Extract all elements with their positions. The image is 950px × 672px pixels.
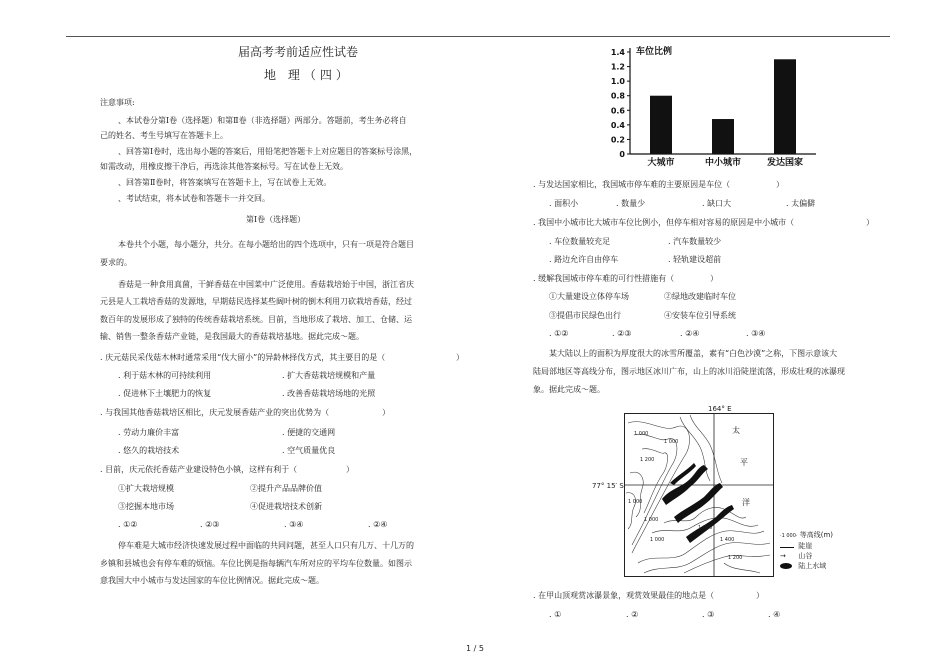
q6-paren: ）	[710, 274, 718, 283]
q6-item: ②绿地改建临时车位	[664, 292, 736, 301]
q6-item: ①大量建设立体停车场	[549, 292, 629, 301]
contour-legend-icon: ·1 000·	[780, 533, 798, 539]
legend-item	[780, 530, 833, 541]
contour-label: 1 000	[634, 431, 649, 437]
y-tick-label: 1.2	[610, 62, 625, 72]
bar	[650, 96, 672, 154]
q1-stem: . 庆元菇民采伐菇木林时通常采用“伐大留小”的异龄林择伐方式，其主要目的是（	[100, 353, 386, 362]
q1-option: . 利于菇木林的可持续利用	[118, 371, 212, 380]
q4-option: . 缺口大	[702, 199, 732, 208]
chart-title: 车位比例	[636, 47, 673, 57]
valley-icon: →	[780, 552, 786, 560]
q7-option: . ③	[702, 610, 715, 619]
legend-label: 陆上水域	[798, 562, 827, 570]
notice-heading: 注意事项:	[100, 98, 135, 107]
ocean-label-char: 洋	[742, 498, 750, 507]
exam-subtitle: 地 理（四）	[264, 68, 352, 82]
category-label: 大城市	[647, 158, 675, 168]
q1-paren: ）	[456, 353, 464, 362]
notice-line: 、考试结束，将本试卷和答题卡一并交回。	[118, 194, 270, 203]
q7-option: . ④	[768, 610, 781, 619]
passage-line: 陆局部地区等高线分布，图示地区冰川广布，山上的冰川沿陡崖流落，形成壮观的冰瀑现	[533, 367, 845, 376]
q2-option: . 悠久的栽培技术	[118, 446, 180, 455]
q4-option: . 数量少	[616, 199, 646, 208]
q5-option: . 轻轨建设超前	[668, 255, 722, 264]
q6-option: . ③④	[746, 329, 766, 338]
y-tick-label: 0.4	[610, 120, 625, 130]
q6-option: . ①②	[549, 329, 569, 338]
contour-label: 1 000	[664, 439, 679, 445]
legend-item	[780, 561, 833, 571]
q6-item: ③提倡市民绿色出行	[549, 311, 621, 320]
parking-ratio-bar-chart	[588, 40, 820, 172]
q5-paren: ）	[866, 218, 874, 227]
q3-stem: . 目前，庆元依托香菇产业建设特色小镇，这样有利于（	[100, 465, 298, 474]
q4-option: . 太偏僻	[786, 199, 816, 208]
contour-label: 1 200	[728, 555, 743, 561]
q3-item: ①扩大栽培规模	[118, 484, 174, 493]
section-intro: 本卷共个小题，每小题分，共分。在每小题给出的四个选项中，只有一项是符合题目	[118, 240, 414, 249]
contour-label: 1 400	[720, 537, 735, 543]
q2-option: . 空气质量优良	[282, 446, 336, 455]
cliff-icon	[780, 543, 794, 548]
notice-line: 、回答第Ⅱ卷时，将答案填写在答题卡上，写在试卷上无效。	[118, 178, 332, 187]
notice-line: 如需改动，用橡皮擦干净后，再选涂其他答案标号。写在试卷上无效。	[100, 162, 348, 171]
q7-stem: . 在甲山顶观赏冰瀑景象，观赏效果最佳的地点是（	[533, 591, 715, 600]
y-tick-label: 0	[619, 150, 625, 159]
q5-option: . 车位数量较充足	[549, 237, 611, 246]
legend-item	[780, 551, 833, 561]
q2-paren: ）	[382, 408, 390, 417]
y-tick-label: 0.6	[610, 106, 625, 116]
q1-option: . 改善香菇栽培场地的光照	[282, 389, 376, 398]
contour-label: 1 000	[644, 517, 659, 523]
q6-option: . ②④	[680, 329, 700, 338]
section-title: 第Ⅰ卷（选择题）	[246, 215, 306, 224]
q4-option: . 面积小	[549, 199, 579, 208]
y-tick-label: 1.4	[610, 48, 625, 57]
ocean-label-char: 平	[740, 458, 748, 467]
q2-stem: . 与我国其他香菇栽培区相比，庆元发展香菇产业的突出优势为（	[100, 408, 330, 417]
y-tick-label: 0.2	[610, 135, 625, 145]
section-intro: 要求的。	[100, 258, 132, 267]
q3-option: . ②③	[200, 520, 220, 529]
contour-label: 1 200	[640, 457, 655, 463]
category-label: 中小城市	[704, 158, 742, 168]
legend-item	[780, 541, 833, 551]
exam-title: 届高考考前适应性试卷	[238, 45, 359, 59]
contour-label: 1 000	[698, 525, 713, 531]
q7-option: . ②	[626, 610, 639, 619]
q3-item: ②提升产品品牌价值	[250, 484, 322, 493]
y-tick-label: 0.8	[610, 91, 625, 101]
q5-stem: . 我国中小城市比大城市车位比例小，但停车相对容易的原因是中小城市（	[533, 218, 795, 227]
contour-map	[624, 413, 774, 577]
passage-line: 香菇是一种食用真菌，干鲜香菇在中国菜中广泛使用。香菇栽培始于中国，浙江省庆	[118, 280, 414, 289]
passage-line: 意我国大中小城市与发达国家的车位比例情况。据此完成～题。	[100, 576, 324, 585]
q3-option: . ①②	[118, 520, 138, 529]
passage-line: 输、销售一整条香菇产业链，是我国最大的香菇栽培基地。据此完成～题。	[100, 332, 364, 341]
q5-option: . 路边允许自由停车	[549, 255, 619, 264]
passage-line: 停车难是大城市经济快速发展过程中面临的共同问题，甚至人口只有几万、十几万的	[118, 541, 414, 550]
category-label: 发达国家	[766, 158, 804, 168]
map-longitude-label: 164° E	[708, 405, 732, 413]
ocean-label-char: 太	[732, 426, 740, 435]
bar	[712, 119, 734, 154]
passage-line: 乡镇和县城也会有停车难的烦恼。车位比例是指每辆汽车所对应的平均车位数量。如图示	[100, 559, 412, 568]
q5-option: . 汽车数量较少	[668, 237, 722, 246]
legend-label: 等高线(m)	[799, 531, 834, 539]
q3-option: . ②④	[368, 520, 388, 529]
q7-option: . ①	[549, 610, 562, 619]
q6-stem: . 缓解我国城市停车难的可行性措施有（	[533, 274, 675, 283]
legend-label: 山谷	[798, 552, 813, 560]
q4-paren: ）	[776, 180, 784, 189]
q1-option: . 扩大香菇栽培规模和产量	[282, 371, 376, 380]
bar	[774, 59, 796, 154]
q6-item: ④安装车位引导系统	[664, 311, 736, 320]
contour-label: 1 000	[628, 499, 643, 505]
q3-item: ③挖掘本地市场	[118, 502, 174, 511]
contour-label: 1 000	[650, 537, 665, 543]
q7-paren: ）	[756, 591, 764, 600]
y-tick-label: 1.0	[610, 77, 625, 87]
notice-line: 、本试卷分第Ⅰ卷（选择题）和第Ⅱ卷（非选择题）两部分。答题前，考生务必将自	[118, 116, 407, 125]
q3-option: . ③④	[284, 520, 304, 529]
map-legend	[780, 530, 833, 571]
passage-line: 元县是人工栽培香菇的发源地，早期菇民选择某些阔叶树的倒木利用刀砍栽培香菇，经过	[100, 297, 412, 306]
q6-option: . ②③	[612, 329, 632, 338]
passage-line: 某大陆以上的面积为厚度很大的冰雪所覆盖，素有“白色沙漠”之称，下图示意该大	[549, 349, 838, 358]
page-number: 1 / 5	[466, 644, 484, 653]
q4-stem: . 与发达国家相比，我国城市停车难的主要原因是车位（	[533, 180, 731, 189]
q2-option: . 劳动力廉价丰富	[118, 428, 180, 437]
notice-line: 、回答第Ⅰ卷时，选出每小题的答案后，用铅笔把答题卡上对应题目的答案标号涂黑，	[118, 147, 418, 156]
legend-label: 陡崖	[798, 542, 813, 550]
water-icon	[780, 563, 792, 569]
map-latitude-label: 77° 15′ S	[592, 482, 624, 490]
q3-item: ④促进栽培技术创新	[250, 502, 322, 511]
q1-option: . 促进林下土壤肥力的恢复	[118, 389, 212, 398]
passage-line: 象。据此完成～题。	[533, 385, 605, 394]
passage-line: 数百年的发展形成了独特的传统香菇栽培系统。目前，当地形成了栽培、加工、仓储、运	[100, 315, 412, 324]
header-rule	[66, 36, 890, 37]
q3-paren: ）	[346, 465, 354, 474]
notice-line: 己的姓名、考生号填写在答题卡上。	[100, 131, 228, 140]
q2-option: . 便捷的交通网	[282, 428, 336, 437]
